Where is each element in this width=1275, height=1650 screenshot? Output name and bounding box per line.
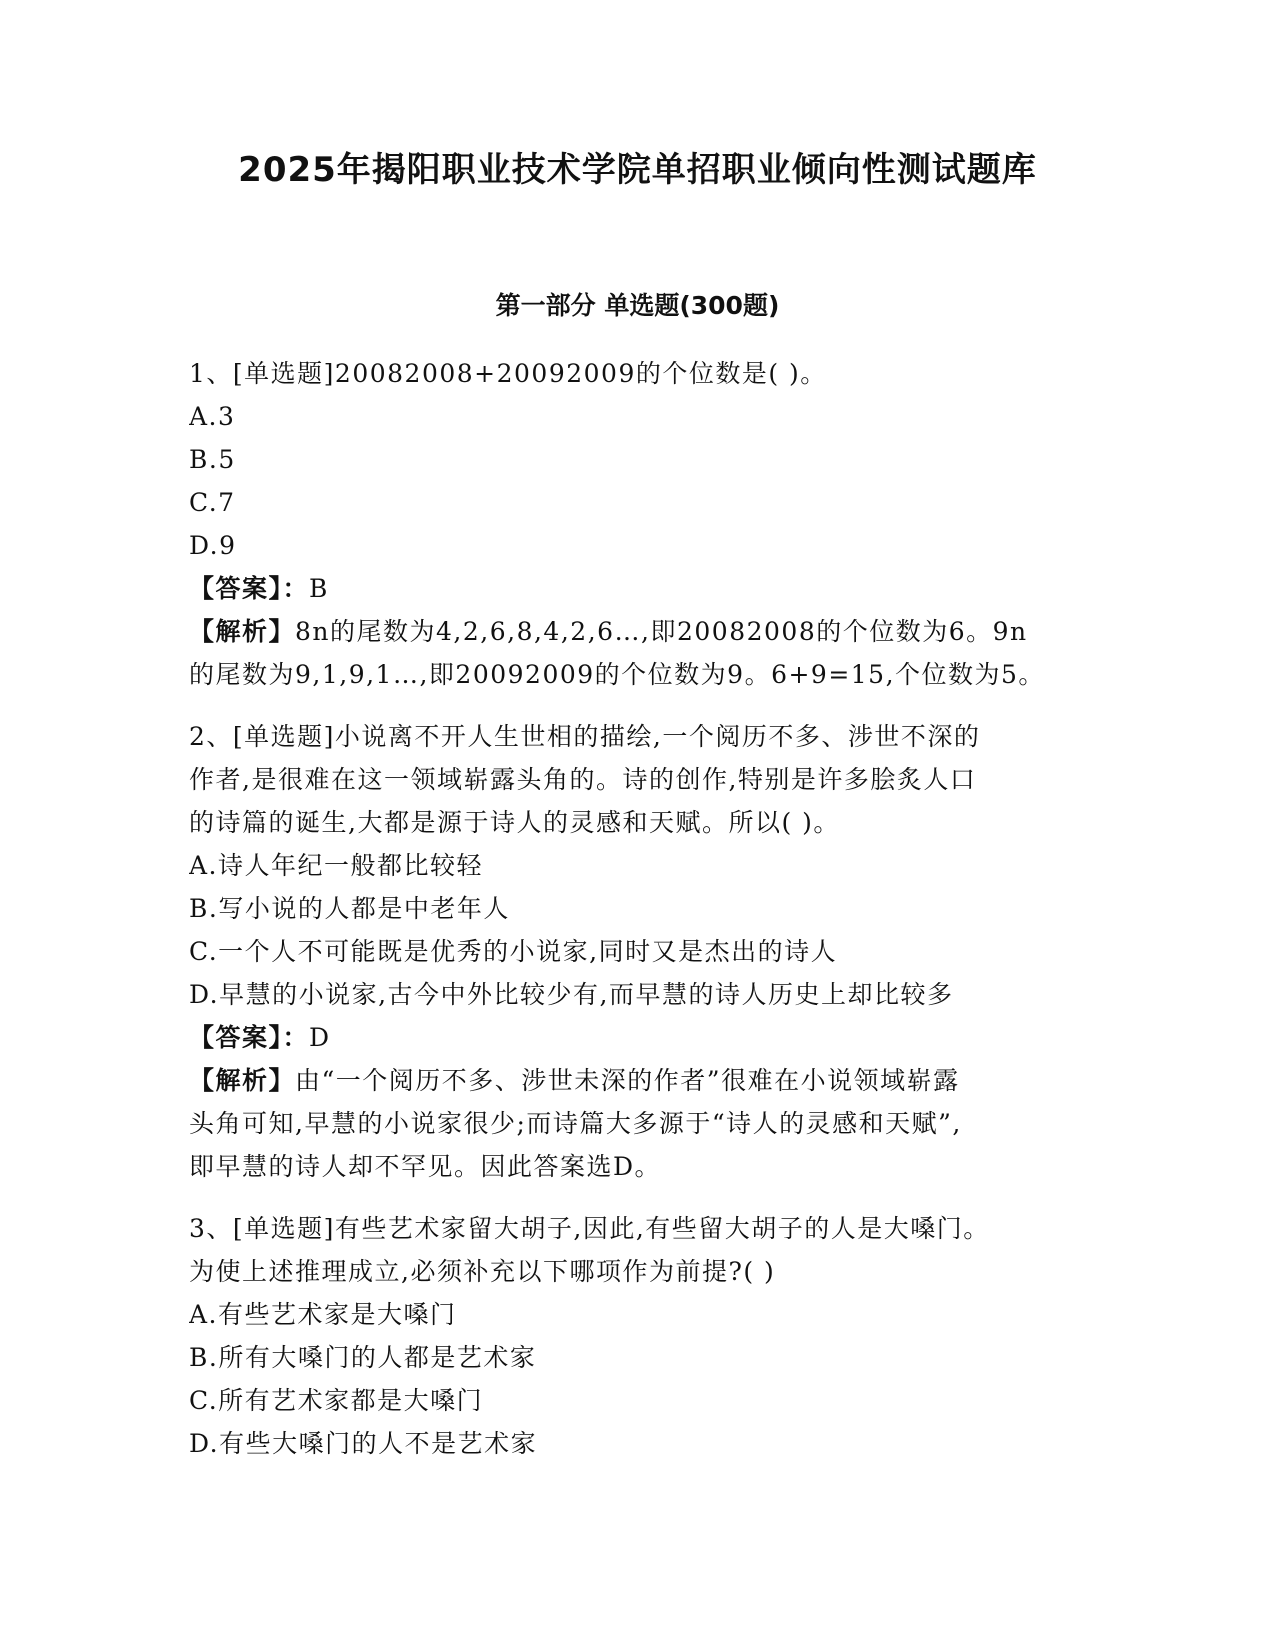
answer-line [189, 567, 1089, 610]
document-title: 2025年揭阳职业技术学院单招职业倾向性测试题库 [238, 150, 1037, 190]
option-a: A.诗人年纪一般都比较轻 [189, 851, 484, 880]
answer-value: D [309, 1023, 331, 1052]
question-list [189, 352, 1089, 1465]
option-d: D.早慧的小说家,古今中外比较少有,而早慧的诗人历史上却比较多 [189, 980, 954, 1009]
option-c: C.所有艺术家都是大嗓门 [189, 1386, 484, 1415]
option-a: A.3 [189, 402, 236, 431]
answer-label: 【答案】： [189, 1023, 310, 1052]
question-stem: 3、[单选题]有些艺术家留大胡子,因此,有些留大胡子的人是大嗓门。 [189, 1214, 990, 1243]
section-heading: 第一部分 单选题(300题) [495, 291, 780, 320]
option-b: B.写小说的人都是中老年人 [189, 894, 510, 923]
option-c: C.一个人不可能既是优秀的小说家,同时又是杰出的诗人 [189, 937, 838, 966]
analysis-text: 即早慧的诗人却不罕见。因此答案选D。 [189, 1152, 662, 1181]
answer-label: 【答案】： [189, 574, 310, 603]
question-stem: 为使上述推理成立,必须补充以下哪项作为前提?( ) [189, 1257, 776, 1286]
option-d: D.有些大嗓门的人不是艺术家 [189, 1429, 538, 1458]
question-stem: 2、[单选题]小说离不开人生世相的描绘,一个阅历不多、涉世不深的 [189, 722, 981, 751]
option-b: B.所有大嗓门的人都是艺术家 [189, 1343, 537, 1372]
question-1 [189, 352, 1089, 696]
analysis-text: 的尾数为9,1,9,1…,即20092009的个位数为9。6+9=15,个位数为5。 [189, 660, 1045, 689]
question-3 [189, 1207, 1089, 1465]
question-stem: 的诗篇的诞生,大都是源于诗人的灵感和天赋。所以( )。 [189, 808, 840, 837]
option-a: A.有些艺术家是大嗓门 [189, 1300, 457, 1329]
option-c: C.7 [189, 488, 236, 517]
question-2 [189, 715, 1089, 1188]
analysis-text: 由“一个阅历不多、涉世未深的作者”很难在小说领域崭露 [295, 1066, 960, 1095]
option-b: B.5 [189, 445, 236, 474]
question-stem: 1、[单选题]20082008+20092009的个位数是( )。 [189, 359, 827, 388]
analysis-text: 头角可知,早慧的小说家很少;而诗篇大多源于“诗人的灵感和天赋”, [189, 1109, 962, 1138]
option-d: D.9 [189, 531, 237, 560]
answer-value: B [309, 574, 329, 603]
answer-line [189, 1016, 1089, 1059]
analysis-line [189, 610, 1089, 653]
analysis-label: 【解析】 [189, 617, 296, 646]
question-stem: 作者,是很难在这一领域崭露头角的。诗的创作,特别是许多脍炙人口 [189, 765, 977, 794]
analysis-text: 8n的尾数为4,2,6,8,4,2,6…,即20082008的个位数为6。9n [295, 617, 1028, 646]
analysis-line [189, 1059, 1089, 1102]
analysis-label: 【解析】 [189, 1066, 296, 1095]
